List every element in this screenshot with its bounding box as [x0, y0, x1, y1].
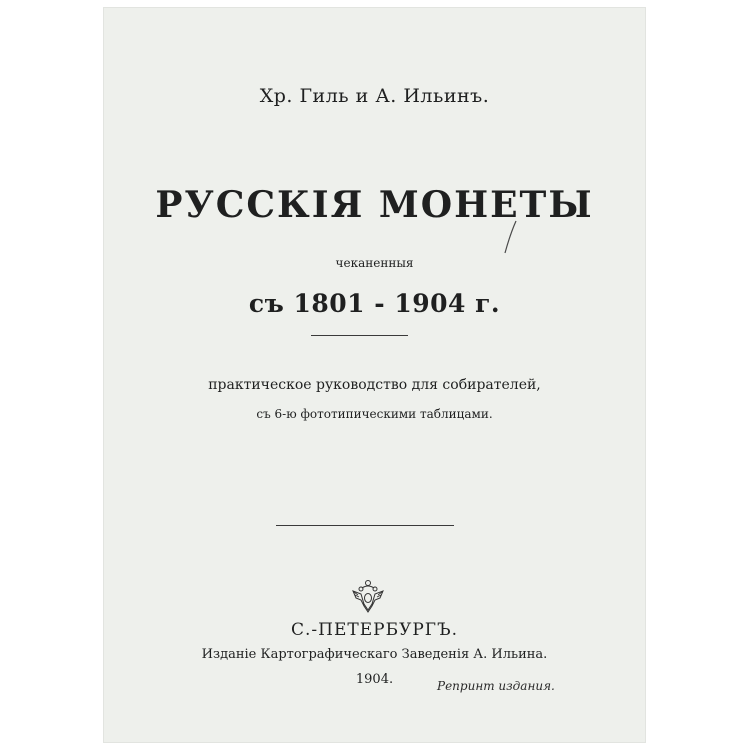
description-line-1: практическое руководство для собирателей,: [208, 377, 541, 393]
description-line-2: съ 6-ю фототипическими таблицами.: [256, 407, 493, 421]
double-headed-eagle-icon: [348, 576, 388, 616]
divider-bottom: [276, 525, 454, 526]
publisher: Изданіе Картографическаго Заведенія А. Ильина.: [201, 647, 548, 662]
book-title: РУССКІЯ МОНЕТЫ: [155, 184, 594, 226]
subtitle: чеканенныя: [335, 256, 414, 270]
publication-year: 1904.: [355, 672, 394, 687]
reprint-note: Репринт издания.: [437, 679, 555, 693]
authors: Хр. Гиль и А. Ильинъ.: [259, 85, 490, 107]
divider-top: [311, 335, 408, 336]
book-cover: [104, 8, 645, 742]
year-range: съ 1801 - 1904 г.: [248, 289, 501, 318]
city: С.-ПЕТЕРБУРГЪ.: [291, 620, 458, 640]
